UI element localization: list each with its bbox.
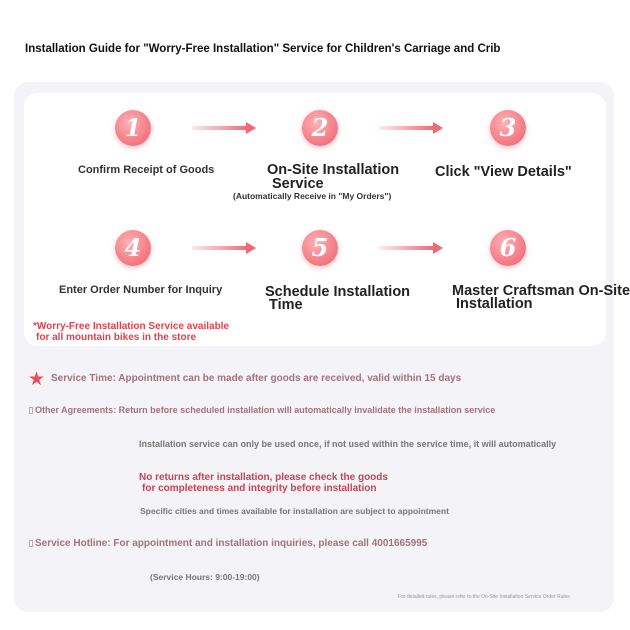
- star-icon: ★: [28, 369, 46, 390]
- promo-note: [33, 321, 229, 343]
- step-3-label: Click "View Details": [435, 164, 572, 180]
- step-6-label-line2: Installation: [456, 296, 533, 312]
- step-4-badge: 4: [115, 230, 151, 266]
- step-2-label-line1: On-Site Installation: [267, 162, 400, 178]
- step-5-label-line1: Schedule Installation: [265, 284, 411, 300]
- step-2-label-line2: Service: [272, 176, 324, 192]
- box-bullet-icon: [29, 540, 33, 547]
- service-time-note: Service Time: Appointment can be made after goods are received, valid within 15 days: [51, 373, 462, 384]
- hotline-text: Service Hotline: For appointment and installation inquiries, please call 4001665995: [35, 538, 428, 549]
- step-6-badge: 6: [490, 230, 526, 266]
- step-2-badge: 2: [302, 110, 338, 146]
- arrow-right-icon: [379, 122, 435, 134]
- box-bullet-icon: [29, 407, 33, 414]
- arrow-right-icon: [192, 242, 248, 254]
- step-4-label: Enter Order Number for Inquiry: [59, 284, 223, 296]
- no-returns-line-1: No returns after installation, please check the goods: [139, 472, 388, 483]
- promo-line-1: *Worry-Free Installation Service available: [33, 321, 230, 332]
- footnote: For detailed rules, please refer to the On-Site Installation Service Order Rules: [398, 594, 570, 600]
- step-1-badge: 1: [115, 110, 151, 146]
- step-1-label: Confirm Receipt of Goods: [78, 164, 215, 176]
- step-6-label-line1: Master Craftsman On-Site: [452, 283, 630, 299]
- no-returns-line-2: for completeness and integrity before installation: [142, 483, 377, 494]
- step-5-label-line2: Time: [269, 297, 303, 313]
- page-title: Installation Guide for "Worry-Free Installation" Service for Children's Carriage and Crib: [25, 43, 501, 55]
- arrow-right-icon: [192, 122, 248, 134]
- once-only-note: Installation service can only be used once, if not used within the service time, it will automatically: [139, 439, 557, 449]
- step-3-badge: 3: [490, 110, 526, 146]
- cities-note: Specific cities and times available for installation are subject to appointment: [140, 506, 449, 516]
- other-agreements-note: [29, 405, 495, 415]
- arrow-right-icon: [379, 242, 435, 254]
- step-5-badge: 5: [302, 230, 338, 266]
- service-hours: (Service Hours: 9:00-19:00): [150, 572, 260, 582]
- step-2-sub-label: (Automatically Receive in "My Orders"): [233, 191, 392, 201]
- other-agreements-text: Other Agreements: Return before scheduled installation will automatically invalidate the installation service: [35, 405, 496, 415]
- hotline-note: [29, 538, 427, 549]
- promo-line-2: for all mountain bikes in the store: [36, 332, 197, 343]
